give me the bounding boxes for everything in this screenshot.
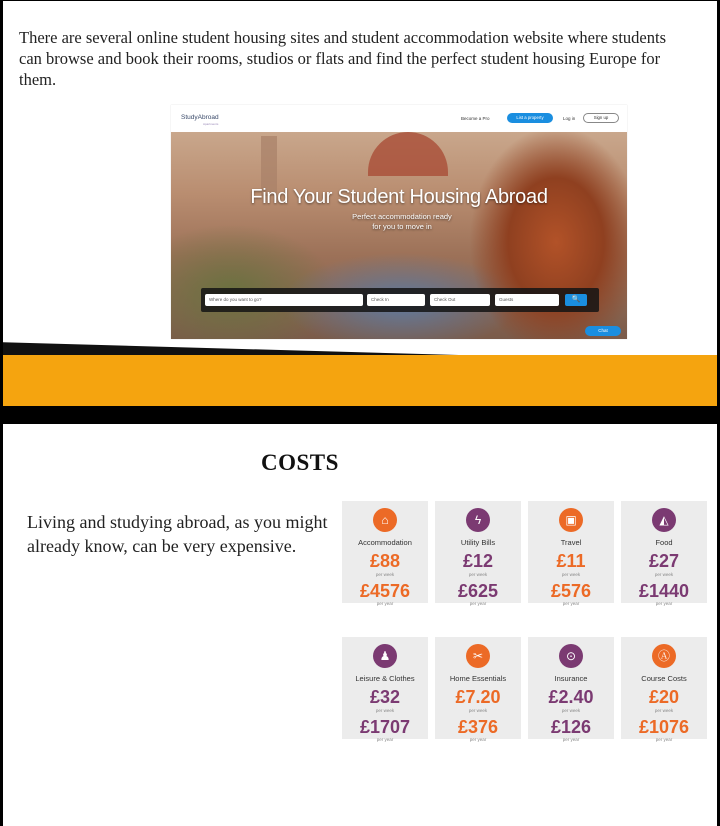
per-year-label: per year <box>469 737 487 742</box>
cost-card-accommodation <box>342 501 428 606</box>
website-screenshot <box>171 105 627 339</box>
intro-paragraph: There are several online student housing sites and student accommodation website where students can browse and book their rooms, studios or flats and find the perfect student housing Europe for them. <box>19 28 666 89</box>
book-icon: Ⓐ <box>652 644 676 668</box>
cost-label: Travel <box>560 538 582 547</box>
cost-label: Leisure & Clothes <box>355 674 415 683</box>
destination-input[interactable]: Where do you want to go? <box>205 294 363 306</box>
slide-costs <box>3 424 717 826</box>
yearly-cost: £625 <box>457 581 499 601</box>
per-year-label: per year <box>655 737 673 742</box>
per-week-label: per week <box>375 708 395 713</box>
costs-title: COSTS <box>261 450 339 475</box>
home-icon: ⌂ <box>373 508 397 532</box>
per-week-label: per week <box>468 572 488 577</box>
cost-label: Course Costs <box>641 674 687 683</box>
become-host-link[interactable]: Become a Pro <box>461 116 490 121</box>
hero-banner <box>171 132 627 339</box>
cost-card-course-costs <box>621 637 707 742</box>
weekly-cost: £88 <box>369 551 401 571</box>
cost-label: Accommodation <box>358 538 412 547</box>
yearly-cost: £126 <box>550 717 592 737</box>
orange-footer-band <box>3 355 717 406</box>
leisure-icon: ♟ <box>373 644 397 668</box>
yearly-cost: £1440 <box>638 581 690 601</box>
per-week-label: per week <box>468 708 488 713</box>
check-out-field[interactable]: Check Out <box>430 294 490 306</box>
site-logo-subtitle: Apartments <box>203 122 219 126</box>
cost-card-utility-bills <box>435 501 521 606</box>
cost-label: Food <box>655 538 673 547</box>
cost-card-travel <box>528 501 614 606</box>
per-week-label: per week <box>561 708 581 713</box>
signup-button[interactable]: Sign up <box>583 113 619 123</box>
per-week-label: per week <box>375 572 395 577</box>
site-navbar <box>171 105 627 132</box>
check-in-field[interactable]: Check In <box>367 294 425 306</box>
yearly-cost: £376 <box>457 717 499 737</box>
per-year-label: per year <box>562 737 580 742</box>
per-week-label: per week <box>561 572 581 577</box>
per-year-label: per year <box>376 737 394 742</box>
hero-title: Find Your Student Housing Abroad <box>250 186 548 208</box>
bolt-icon: ϟ <box>466 508 490 532</box>
weekly-cost: £20 <box>648 687 680 707</box>
search-bar <box>201 288 599 312</box>
cost-label: Home Essentials <box>449 674 507 683</box>
per-year-label: per year <box>562 601 580 606</box>
per-year-label: per year <box>376 601 394 606</box>
bus-icon: ▣ <box>559 508 583 532</box>
cost-label: Insurance <box>554 674 588 683</box>
chat-label: Chat <box>598 328 608 333</box>
search-button[interactable] <box>565 294 587 306</box>
cathedral-dome-shape <box>368 132 448 176</box>
cost-label: Utility Bills <box>460 538 496 547</box>
yearly-cost: £1076 <box>638 717 690 737</box>
slide-housing <box>3 1 717 406</box>
search-icon: 🔍 <box>571 296 581 303</box>
cost-card-home-essentials <box>435 637 521 742</box>
per-week-label: per week <box>654 572 674 577</box>
per-year-label: per year <box>469 601 487 606</box>
weekly-cost: £27 <box>648 551 680 571</box>
yearly-cost: £1707 <box>359 717 411 737</box>
costs-paragraph: Living and studying abroad, as you might already know, can be very expensive. <box>27 512 328 556</box>
per-year-label: per year <box>655 601 673 606</box>
cost-card-insurance <box>528 637 614 742</box>
weekly-cost: £12 <box>462 551 494 571</box>
weekly-cost: £7.20 <box>455 687 501 707</box>
yearly-cost: £576 <box>550 581 592 601</box>
cost-card-food <box>621 501 707 606</box>
weekly-cost: £2.40 <box>548 687 594 707</box>
login-link[interactable]: Log in <box>563 116 576 121</box>
pizza-icon: ◭ <box>652 508 676 532</box>
lock-icon: ⊙ <box>559 644 583 668</box>
yearly-cost: £4576 <box>359 581 411 601</box>
tools-icon: ✂ <box>466 644 490 668</box>
per-week-label: per week <box>654 708 674 713</box>
guests-select[interactable]: Guests <box>495 294 559 306</box>
weekly-cost: £32 <box>369 687 401 707</box>
list-property-button[interactable]: List a property <box>507 113 553 123</box>
cost-card-leisure-clothes <box>342 637 428 742</box>
weekly-cost: £11 <box>556 551 586 571</box>
site-logo[interactable]: StudyAbroad <box>181 114 219 121</box>
chat-button[interactable] <box>585 326 621 336</box>
hero-subtitle: Perfect accommodation ready for you to move in <box>352 212 452 231</box>
